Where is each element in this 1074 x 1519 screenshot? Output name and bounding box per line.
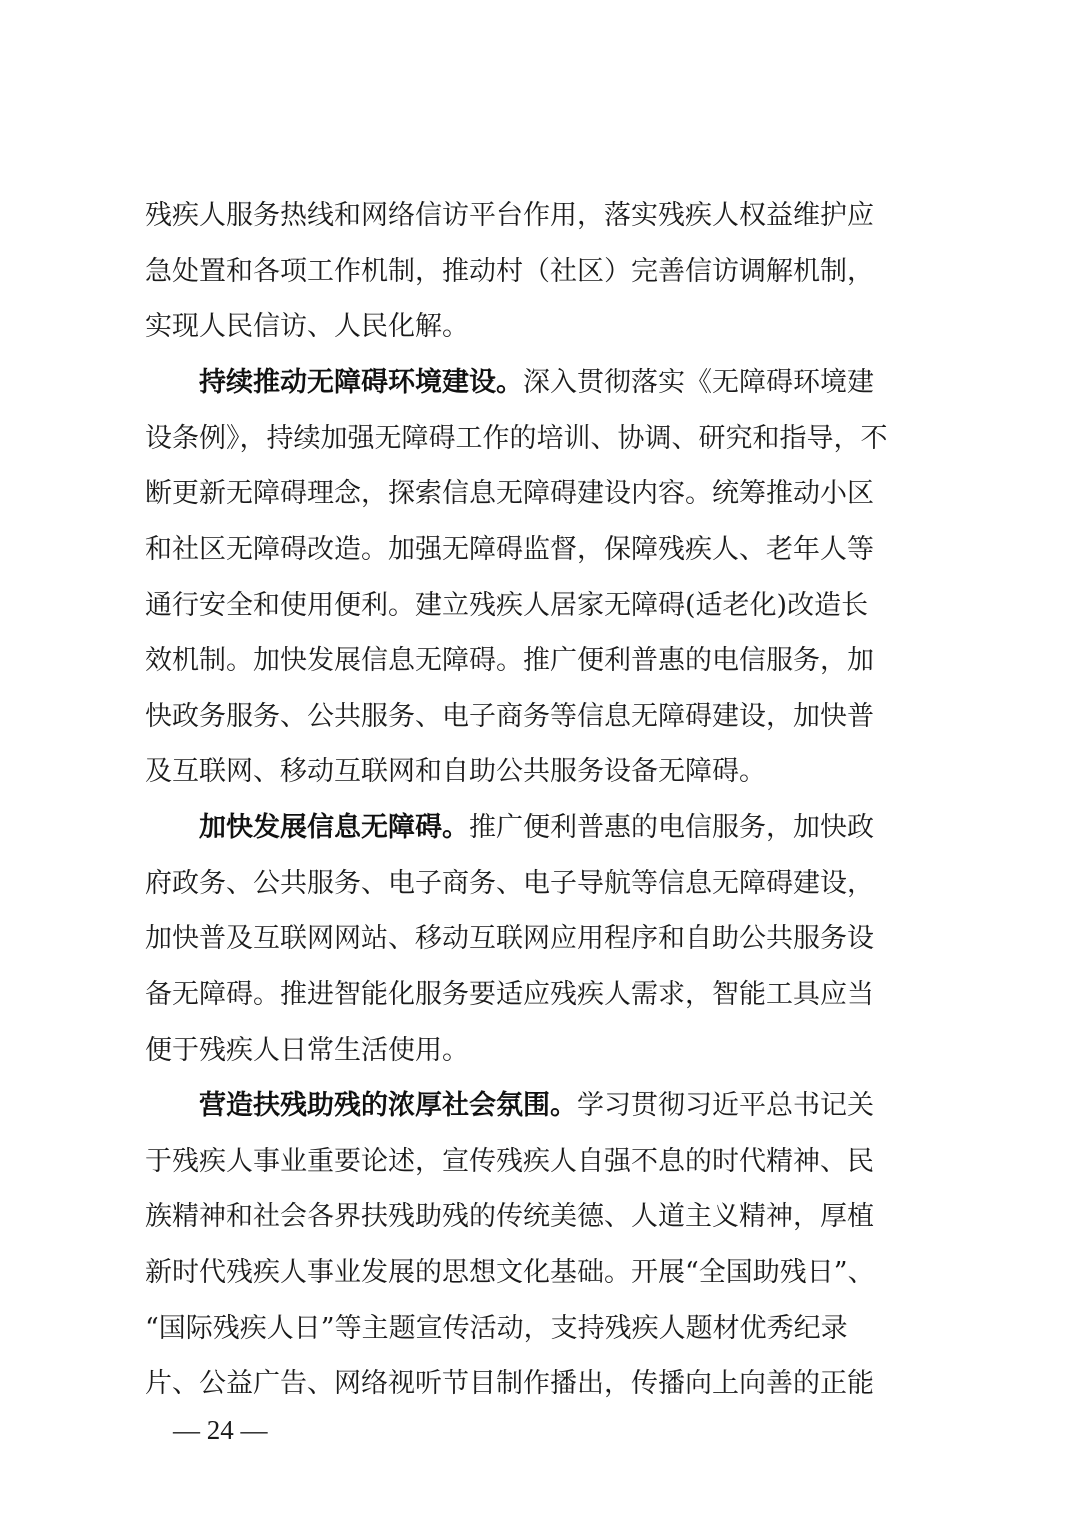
section-heading: 营造扶残助残的浓厚社会氛围。 <box>199 1090 577 1121</box>
body-line: “国际残疾人日”等主题宣传活动，支持残疾人题材优秀纪录 <box>145 1313 848 1344</box>
body-line: 及互联网、移动互联网和自助公共服务设备无障碍。 <box>145 756 766 787</box>
body-line: 族精神和社会各界扶残助残的传统美德、人道主义精神，厚植 <box>145 1201 874 1232</box>
body-line: 和社区无障碍改造。加强无障碍监督，保障残疾人、老年人等 <box>145 534 874 565</box>
section-heading: 加快发展信息无障碍。 <box>199 812 469 843</box>
body-line: 便于残疾人日常生活使用。 <box>145 1035 469 1066</box>
body-line: 加快普及互联网网站、移动互联网应用程序和自助公共服务设 <box>145 923 874 954</box>
body-line: 设条例》，持续加强无障碍工作的培训、协调、研究和指导，不 <box>145 423 888 454</box>
body-line: 快政务服务、公共服务、电子商务等信息无障碍建设，加快普 <box>145 701 874 732</box>
paragraph-first-line: 持续推动无障碍环境建设。深入贯彻落实《无障碍环境建 <box>199 367 874 398</box>
paragraph-first-line: 营造扶残助残的浓厚社会氛围。学习贯彻习近平总书记关 <box>199 1090 874 1121</box>
page-number: — 24 — <box>173 1415 268 1445</box>
body-line: 府政务、公共服务、电子商务、电子导航等信息无障碍建设， <box>145 868 874 899</box>
body-line: 残疾人服务热线和网络信访平台作用，落实残疾人权益维护应 <box>145 200 874 231</box>
body-line: 急处置和各项工作机制，推动村（社区）完善信访调解机制， <box>145 256 874 287</box>
body-line: 备无障碍。推进智能化服务要适应残疾人需求，智能工具应当 <box>145 979 874 1010</box>
paragraph-first-line: 加快发展信息无障碍。推广便利普惠的电信服务，加快政 <box>199 812 874 843</box>
body-line: 新时代残疾人事业发展的思想文化基础。开展“全国助残日”、 <box>145 1257 875 1288</box>
body-line: 于残疾人事业重要论述，宣传残疾人自强不息的时代精神、民 <box>145 1146 874 1177</box>
body-line: 断更新无障碍理念，探索信息无障碍建设内容。统筹推动小区 <box>145 478 874 509</box>
body-line: 片、公益广告、网络视听节目制作播出，传播向上向善的正能 <box>145 1368 874 1399</box>
body-line: 实现人民信访、人民化解。 <box>145 311 469 342</box>
body-line: 效机制。加快发展信息无障碍。推广便利普惠的电信服务，加 <box>145 645 874 676</box>
body-line: 通行安全和使用便利。建立残疾人居家无障碍(适老化)改造长 <box>145 590 869 621</box>
section-heading: 持续推动无障碍环境建设。 <box>199 367 523 398</box>
